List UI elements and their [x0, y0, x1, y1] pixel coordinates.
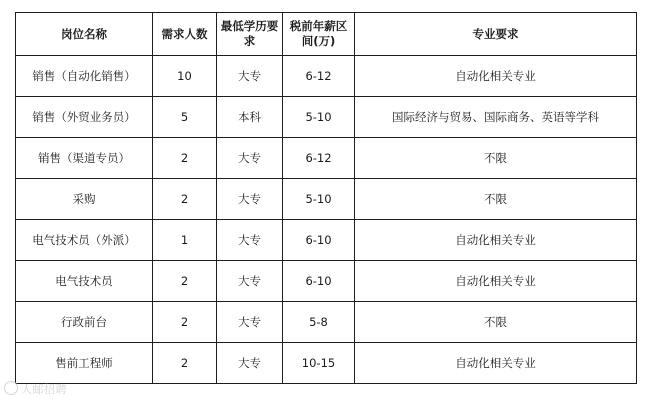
cell-position: 销售（自动化销售）	[16, 56, 153, 97]
cell-headcount: 2	[153, 179, 217, 220]
cell-education: 大专	[217, 220, 283, 261]
header-position: 岗位名称	[16, 13, 153, 56]
table-row	[16, 97, 637, 138]
cell-major: 自动化相关专业	[355, 56, 637, 97]
cell-major: 自动化相关专业	[355, 261, 637, 302]
cell-position: 采购	[16, 179, 153, 220]
cell-education: 大专	[217, 138, 283, 179]
cell-salary: 5-8	[283, 302, 355, 343]
table-row	[16, 56, 637, 97]
header-major: 专业要求	[355, 13, 637, 56]
cell-major: 不限	[355, 179, 637, 220]
cell-headcount: 2	[153, 261, 217, 302]
table-row	[16, 138, 637, 179]
cell-major: 不限	[355, 302, 637, 343]
watermark-logo-icon	[4, 381, 18, 395]
cell-headcount: 2	[153, 138, 217, 179]
table-row	[16, 179, 637, 220]
cell-position: 电气技术员	[16, 261, 153, 302]
cell-salary: 6-10	[283, 220, 355, 261]
table-header-row	[16, 13, 637, 56]
cell-salary: 6-12	[283, 138, 355, 179]
cell-education: 大专	[217, 343, 283, 384]
cell-headcount: 1	[153, 220, 217, 261]
cell-position: 销售（渠道专员）	[16, 138, 153, 179]
table-row	[16, 302, 637, 343]
watermark	[4, 381, 67, 397]
cell-headcount: 10	[153, 56, 217, 97]
jobs-table	[15, 12, 637, 384]
table-row	[16, 261, 637, 302]
header-education: 最低学历要求	[217, 13, 283, 56]
cell-education: 大专	[217, 56, 283, 97]
cell-position: 销售（外贸业务员）	[16, 97, 153, 138]
cell-position: 电气技术员（外派）	[16, 220, 153, 261]
table-row	[16, 343, 637, 384]
cell-position: 售前工程师	[16, 343, 153, 384]
cell-salary: 6-12	[283, 56, 355, 97]
cell-salary: 5-10	[283, 179, 355, 220]
cell-major: 自动化相关专业	[355, 220, 637, 261]
cell-headcount: 5	[153, 97, 217, 138]
cell-major: 国际经济与贸易、国际商务、英语等学科	[355, 97, 637, 138]
cell-headcount: 2	[153, 302, 217, 343]
cell-salary: 6-10	[283, 261, 355, 302]
header-salary: 税前年薪区间(万)	[283, 13, 355, 56]
cell-salary: 10-15	[283, 343, 355, 384]
table-row	[16, 220, 637, 261]
cell-salary: 5-10	[283, 97, 355, 138]
cell-education: 本科	[217, 97, 283, 138]
cell-education: 大专	[217, 261, 283, 302]
cell-major: 不限	[355, 138, 637, 179]
cell-headcount: 2	[153, 343, 217, 384]
header-headcount: 需求人数	[153, 13, 217, 56]
cell-position: 行政前台	[16, 302, 153, 343]
cell-major: 自动化相关专业	[355, 343, 637, 384]
watermark-text: 人邮招聘	[21, 383, 67, 396]
cell-education: 大专	[217, 302, 283, 343]
cell-education: 大专	[217, 179, 283, 220]
